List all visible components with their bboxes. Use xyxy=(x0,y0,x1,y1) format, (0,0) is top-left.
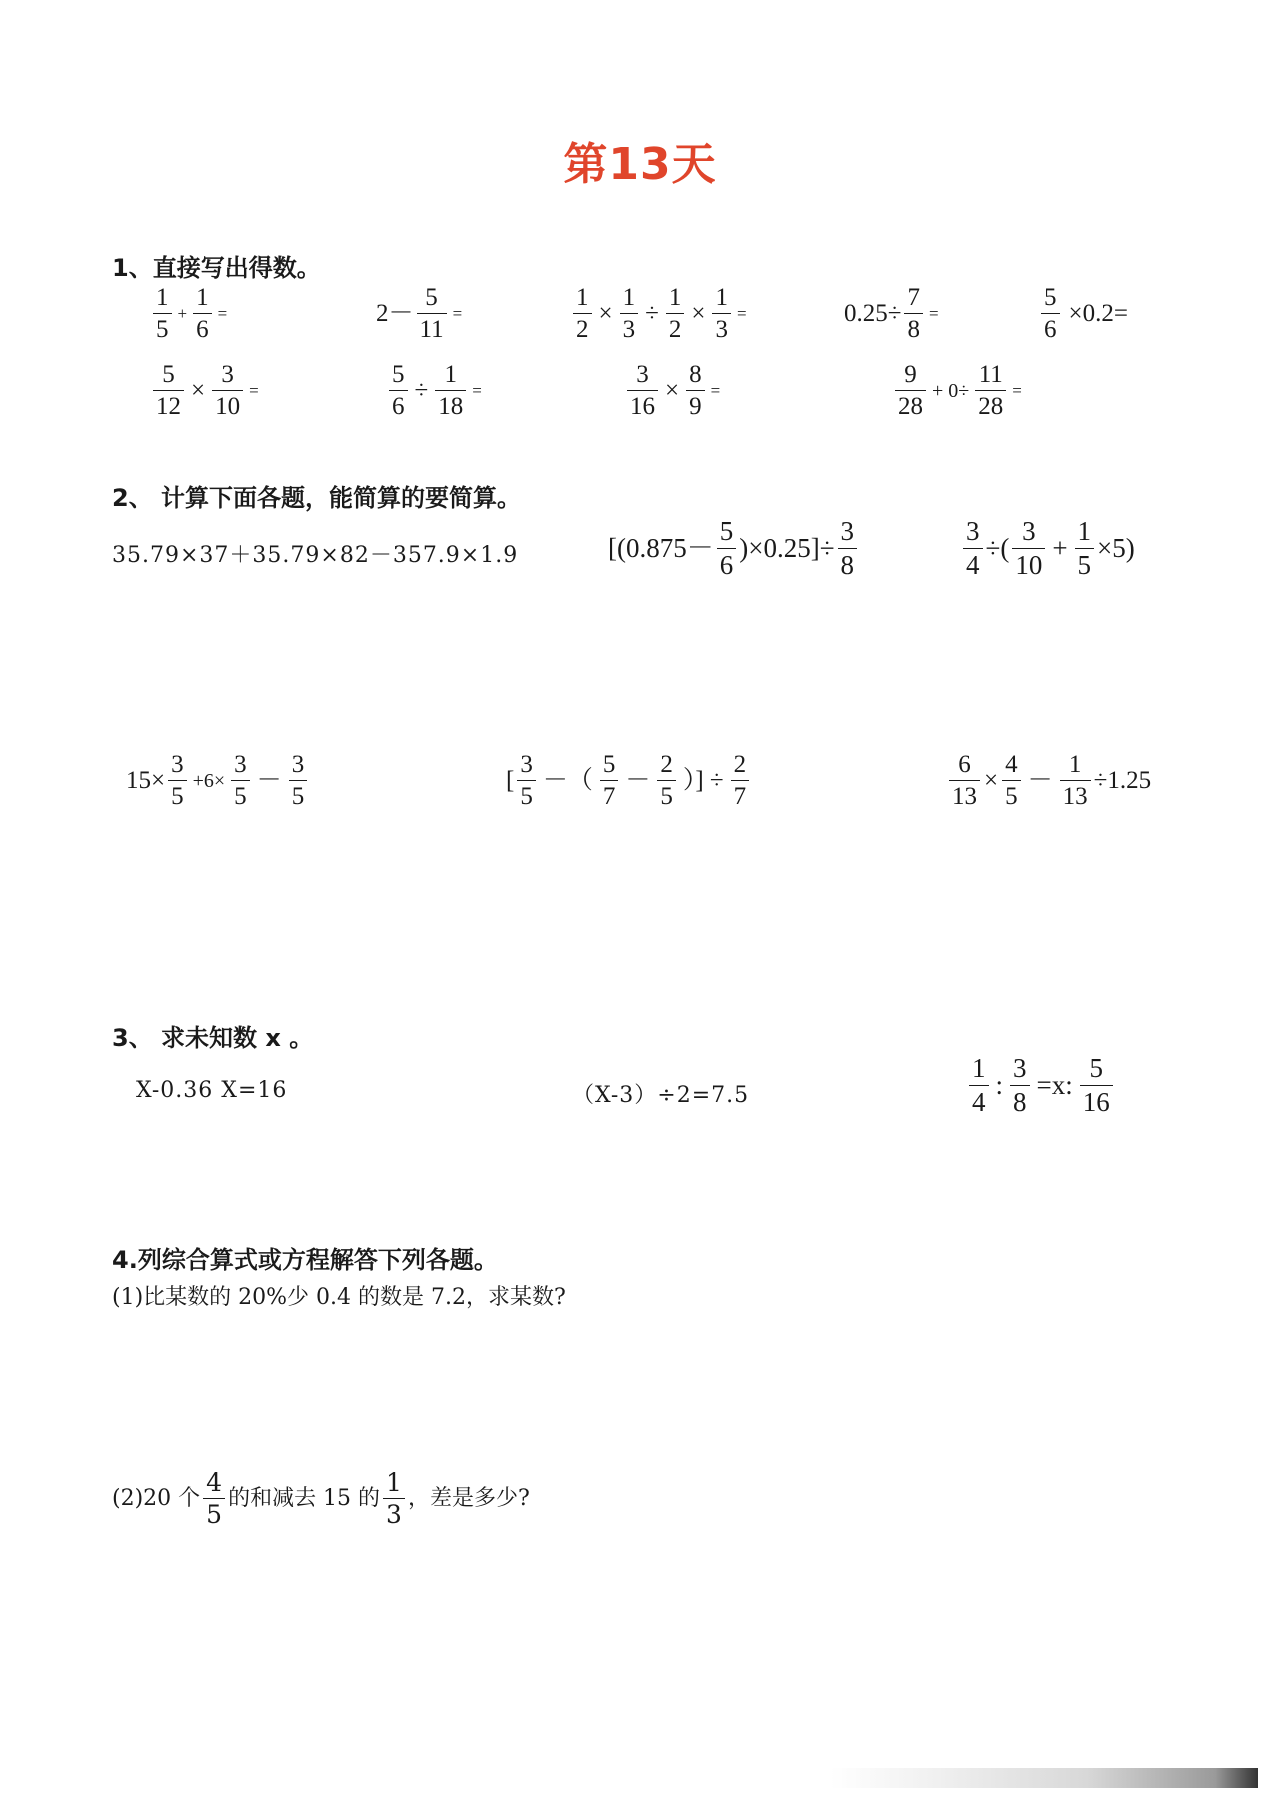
fraction: $\frac{3}{8}$ xyxy=(1010,1055,1030,1116)
scan-edge-shadow xyxy=(830,1768,1258,1788)
fraction: $\frac{1}{3}$ xyxy=(712,285,731,342)
fraction: $\frac{7}{8}$ xyxy=(904,285,923,342)
fraction: $\frac{3}{8}$ xyxy=(838,518,858,579)
s1-r1-expr5: $\frac{5}{6}$ ×0.2= xyxy=(1038,285,1128,342)
section1-heading: 1、直接写出得数。 xyxy=(112,254,321,282)
fraction: $\frac{5}{7}$ xyxy=(600,752,619,809)
fraction: $\frac{5}{6}$ xyxy=(389,362,408,419)
fraction: $\frac{1}{5}$ xyxy=(1075,518,1095,579)
fraction: $\frac{1}{13}$ xyxy=(1060,752,1091,809)
fraction: $\frac{9}{28}$ xyxy=(895,362,926,419)
fraction: $\frac{11}{28}$ xyxy=(975,362,1006,419)
fraction: $\frac{5}{11}$ xyxy=(417,285,447,342)
s3-equation2: （X-3）÷2=7.5 xyxy=(572,1083,750,1108)
fraction: $\frac{5}{6}$ xyxy=(717,518,737,579)
fraction: $\frac{3}{5}$ xyxy=(517,752,536,809)
fraction: $\frac{1}{2}$ xyxy=(666,285,685,342)
section3-heading: 3、 求未知数 x 。 xyxy=(112,1024,314,1052)
s2-problem5: [ $\frac{3}{5}$ －（ $\frac{5}{7}$ － $\frac{2}{5}$ ）] ÷ $\frac{2}{7}$ xyxy=(506,752,752,809)
s3-equation1: X-0.36 X=16 xyxy=(136,1078,288,1103)
fraction: $\frac{3}{4}$ xyxy=(963,518,983,579)
s4-question1: (1)比某数的 20%少 0.4 的数是 7.2，求某数? xyxy=(112,1285,566,1310)
fraction: $\frac{1}{6}$ xyxy=(193,285,212,342)
fraction: $\frac{1}{18}$ xyxy=(435,362,466,419)
fraction: $\frac{4}{5}$ xyxy=(203,1470,225,1527)
fraction: $\frac{3}{10}$ xyxy=(1012,518,1045,579)
fraction: $\frac{3}{16}$ xyxy=(627,362,658,419)
fraction: $\frac{4}{5}$ xyxy=(1002,752,1021,809)
fraction: $\frac{8}{9}$ xyxy=(686,362,705,419)
fraction: $\frac{1}{2}$ xyxy=(573,285,592,342)
s2-problem3: $\frac{3}{4}$ ÷( $\frac{3}{10}$ + $\frac{1}{5}$ ×5) xyxy=(960,518,1135,579)
fraction: $\frac{3}{5}$ xyxy=(231,752,250,809)
fraction: $\frac{5}{6}$ xyxy=(1041,285,1060,342)
fraction: $\frac{6}{13}$ xyxy=(949,752,980,809)
fraction: $\frac{5}{12}$ xyxy=(153,362,184,419)
s2-problem6: $\frac{6}{13}$ × $\frac{4}{5}$ － $\frac{1}{13}$ ÷1.25 xyxy=(946,752,1151,809)
s1-r2-expr4: $\frac{9}{28}$ + 0÷ $\frac{11}{28}$ = xyxy=(892,362,1025,419)
s1-r2-expr3: $\frac{3}{16}$ × $\frac{8}{9}$ = xyxy=(624,362,723,419)
page-title: 第13天 xyxy=(563,139,717,190)
s1-r1-expr3: $\frac{1}{2}$ × $\frac{1}{3}$ ÷ $\frac{1}{2}$ × $\frac{1}{3}$ = xyxy=(570,285,750,342)
s1-r1-expr4: 0.25÷ $\frac{7}{8}$ = xyxy=(844,284,939,343)
fraction: $\frac{3}{5}$ xyxy=(168,752,187,809)
s1-r1-expr1: $\frac{1}{5}$ + $\frac{1}{6}$ = xyxy=(150,285,230,342)
s2-problem4: 15× $\frac{3}{5}$ +6× $\frac{3}{5}$ － $\frac{3}{5}$ xyxy=(126,752,310,809)
fraction: $\frac{3}{5}$ xyxy=(289,752,308,809)
fraction: $\frac{3}{10}$ xyxy=(212,362,243,419)
s1-r2-expr2: $\frac{5}{6}$ ÷ $\frac{1}{18}$ = xyxy=(386,362,485,419)
fraction: $\frac{2}{7}$ xyxy=(731,752,750,809)
section4-heading: 4.列综合算式或方程解答下列各题。 xyxy=(112,1246,498,1274)
fraction: $\frac{1}{3}$ xyxy=(620,285,639,342)
fraction: $\frac{1}{4}$ xyxy=(969,1055,989,1116)
s2-problem1: 35.79×37＋35.79×82－357.9×1.9 xyxy=(112,543,519,568)
s1-r2-expr1: $\frac{5}{12}$ × $\frac{3}{10}$ = xyxy=(150,362,262,419)
fraction: $\frac{5}{16}$ xyxy=(1080,1055,1113,1116)
s3-equation3: $\frac{1}{4}$ : $\frac{3}{8}$ =x: $\frac{5}{16}$ xyxy=(966,1055,1116,1116)
fraction: $\frac{2}{5}$ xyxy=(657,752,676,809)
s4-question2: (2)20 个 $\frac{4}{5}$ 的和减去 15 的 $\frac{1}{3}$ ，差是多少? xyxy=(112,1468,530,1529)
fraction: $\frac{1}{5}$ xyxy=(153,285,172,342)
section2-heading: 2、 计算下面各题，能简算的要简算。 xyxy=(112,484,522,512)
s2-problem2: [(0.875－ $\frac{5}{6}$ )×0.25]÷ $\frac{3}{8}$ xyxy=(608,518,860,579)
s1-r1-expr2: 2－ $\frac{5}{11}$ = xyxy=(376,284,463,343)
fraction: $\frac{1}{3}$ xyxy=(383,1470,405,1527)
